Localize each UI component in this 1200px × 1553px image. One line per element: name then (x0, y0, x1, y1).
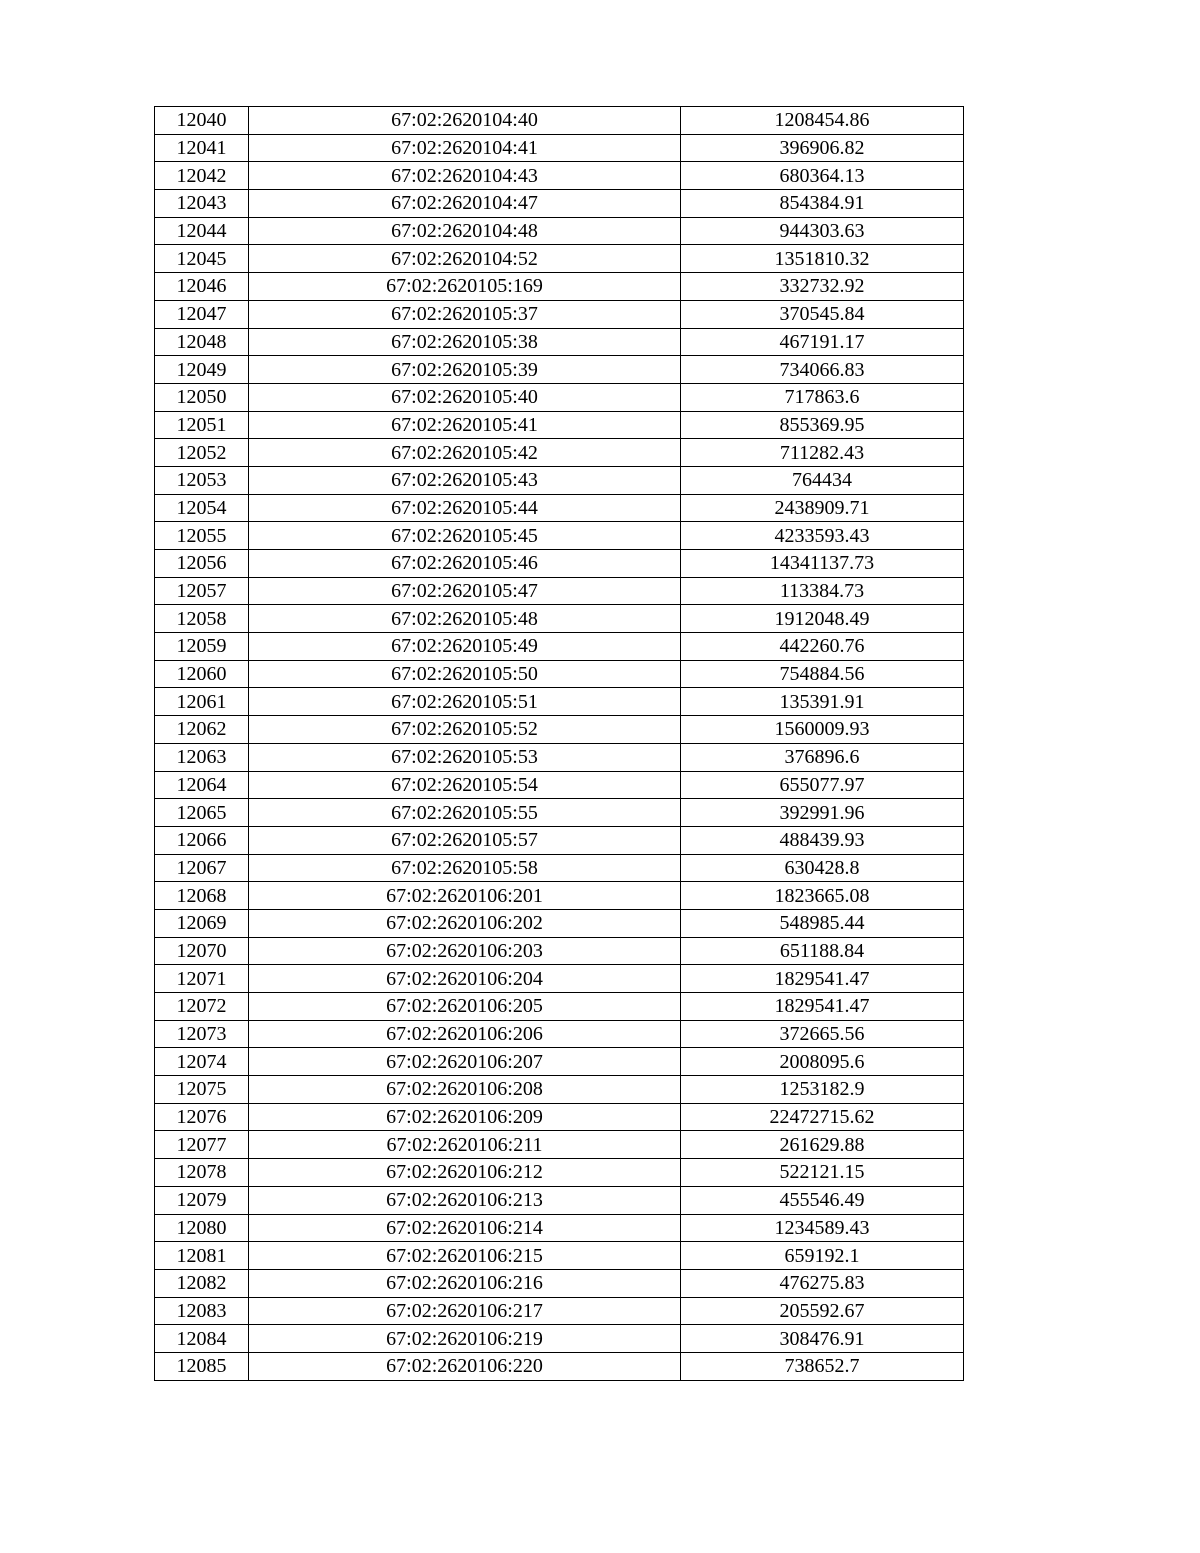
cadastral-number-cell: 67:02:2620105:41 (249, 411, 681, 439)
row-number-cell: 12066 (155, 826, 249, 854)
cadastral-number-cell: 67:02:2620105:49 (249, 633, 681, 661)
table-row (155, 993, 964, 1021)
cadastral-number-cell: 67:02:2620104:40 (249, 107, 681, 135)
row-number-cell: 12078 (155, 1159, 249, 1187)
cadastral-value-cell: 944303.63 (681, 217, 964, 245)
row-number-cell: 12059 (155, 633, 249, 661)
row-number-cell: 12062 (155, 716, 249, 744)
cadastral-value-cell: 4233593.43 (681, 522, 964, 550)
table-row (155, 854, 964, 882)
row-number-cell: 12053 (155, 466, 249, 494)
cadastral-number-cell: 67:02:2620105:43 (249, 466, 681, 494)
cadastral-number-cell: 67:02:2620105:47 (249, 577, 681, 605)
table-row (155, 411, 964, 439)
row-number-cell: 12058 (155, 605, 249, 633)
table-body (155, 107, 964, 1381)
cadastral-value-cell: 261629.88 (681, 1131, 964, 1159)
table-row (155, 1269, 964, 1297)
cadastral-number-cell: 67:02:2620105:45 (249, 522, 681, 550)
table-row (155, 300, 964, 328)
cadastral-value-cell: 854384.91 (681, 190, 964, 218)
cadastral-value-cell: 14341137.73 (681, 550, 964, 578)
cadastral-value-cell: 205592.67 (681, 1297, 964, 1325)
cadastral-value-cell: 370545.84 (681, 300, 964, 328)
table-row (155, 1159, 964, 1187)
table-row (155, 605, 964, 633)
row-number-cell: 12077 (155, 1131, 249, 1159)
cadastral-value-cell: 1829541.47 (681, 993, 964, 1021)
row-number-cell: 12043 (155, 190, 249, 218)
row-number-cell: 12067 (155, 854, 249, 882)
table-row (155, 356, 964, 384)
table-row (155, 633, 964, 661)
row-number-cell: 12075 (155, 1076, 249, 1104)
table-row (155, 799, 964, 827)
table-row (155, 162, 964, 190)
row-number-cell: 12070 (155, 937, 249, 965)
row-number-cell: 12082 (155, 1269, 249, 1297)
table-row (155, 494, 964, 522)
row-number-cell: 12085 (155, 1352, 249, 1380)
table-row (155, 577, 964, 605)
table-row (155, 660, 964, 688)
row-number-cell: 12046 (155, 273, 249, 301)
table-row (155, 383, 964, 411)
cadastral-value-cell: 659192.1 (681, 1242, 964, 1270)
table-row (155, 273, 964, 301)
cadastral-value-cell: 1234589.43 (681, 1214, 964, 1242)
cadastral-value-cell: 738652.7 (681, 1352, 964, 1380)
table-row (155, 1214, 964, 1242)
table-row (155, 107, 964, 135)
cadastral-number-cell: 67:02:2620106:208 (249, 1076, 681, 1104)
cadastral-value-cell: 548985.44 (681, 909, 964, 937)
table-row (155, 190, 964, 218)
table-row (155, 882, 964, 910)
row-number-cell: 12069 (155, 909, 249, 937)
cadastral-number-cell: 67:02:2620106:213 (249, 1186, 681, 1214)
table-row (155, 1103, 964, 1131)
table-row (155, 1186, 964, 1214)
cadastral-number-cell: 67:02:2620104:52 (249, 245, 681, 273)
row-number-cell: 12049 (155, 356, 249, 384)
cadastral-number-cell: 67:02:2620105:50 (249, 660, 681, 688)
cadastral-number-cell: 67:02:2620106:214 (249, 1214, 681, 1242)
table-row (155, 965, 964, 993)
cadastral-value-cell: 717863.6 (681, 383, 964, 411)
row-number-cell: 12044 (155, 217, 249, 245)
cadastral-number-cell: 67:02:2620105:44 (249, 494, 681, 522)
table-row (155, 466, 964, 494)
table-row (155, 217, 964, 245)
row-number-cell: 12065 (155, 799, 249, 827)
cadastral-value-cell: 855369.95 (681, 411, 964, 439)
cadastral-value-cell: 1823665.08 (681, 882, 964, 910)
cadastral-value-table (154, 106, 964, 1381)
cadastral-number-cell: 67:02:2620104:43 (249, 162, 681, 190)
table-row (155, 1131, 964, 1159)
row-number-cell: 12041 (155, 134, 249, 162)
row-number-cell: 12063 (155, 743, 249, 771)
cadastral-number-cell: 67:02:2620105:40 (249, 383, 681, 411)
cadastral-value-cell: 467191.17 (681, 328, 964, 356)
cadastral-number-cell: 67:02:2620106:219 (249, 1325, 681, 1353)
table-row (155, 937, 964, 965)
cadastral-number-cell: 67:02:2620104:48 (249, 217, 681, 245)
row-number-cell: 12048 (155, 328, 249, 356)
table-row (155, 1242, 964, 1270)
table-row (155, 1297, 964, 1325)
cadastral-number-cell: 67:02:2620106:211 (249, 1131, 681, 1159)
row-number-cell: 12074 (155, 1048, 249, 1076)
row-number-cell: 12068 (155, 882, 249, 910)
row-number-cell: 12084 (155, 1325, 249, 1353)
row-number-cell: 12050 (155, 383, 249, 411)
cadastral-number-cell: 67:02:2620105:48 (249, 605, 681, 633)
cadastral-value-cell: 2008095.6 (681, 1048, 964, 1076)
cadastral-number-cell: 67:02:2620105:57 (249, 826, 681, 854)
table-row (155, 550, 964, 578)
row-number-cell: 12047 (155, 300, 249, 328)
cadastral-value-cell: 1253182.9 (681, 1076, 964, 1104)
cadastral-number-cell: 67:02:2620105:42 (249, 439, 681, 467)
cadastral-value-cell: 764434 (681, 466, 964, 494)
cadastral-number-cell: 67:02:2620105:54 (249, 771, 681, 799)
cadastral-number-cell: 67:02:2620105:52 (249, 716, 681, 744)
row-number-cell: 12042 (155, 162, 249, 190)
row-number-cell: 12051 (155, 411, 249, 439)
cadastral-value-cell: 113384.73 (681, 577, 964, 605)
cadastral-value-cell: 1912048.49 (681, 605, 964, 633)
cadastral-value-cell: 1351810.32 (681, 245, 964, 273)
row-number-cell: 12061 (155, 688, 249, 716)
cadastral-value-cell: 655077.97 (681, 771, 964, 799)
cadastral-number-cell: 67:02:2620104:47 (249, 190, 681, 218)
cadastral-value-cell: 308476.91 (681, 1325, 964, 1353)
row-number-cell: 12060 (155, 660, 249, 688)
cadastral-value-cell: 455546.49 (681, 1186, 964, 1214)
row-number-cell: 12064 (155, 771, 249, 799)
cadastral-number-cell: 67:02:2620105:55 (249, 799, 681, 827)
cadastral-number-cell: 67:02:2620105:46 (249, 550, 681, 578)
cadastral-value-cell: 1208454.86 (681, 107, 964, 135)
row-number-cell: 12072 (155, 993, 249, 1021)
cadastral-number-cell: 67:02:2620106:204 (249, 965, 681, 993)
cadastral-number-cell: 67:02:2620105:38 (249, 328, 681, 356)
table-row (155, 826, 964, 854)
row-number-cell: 12071 (155, 965, 249, 993)
table-row (155, 1352, 964, 1380)
table-row (155, 771, 964, 799)
row-number-cell: 12076 (155, 1103, 249, 1131)
row-number-cell: 12073 (155, 1020, 249, 1048)
row-number-cell: 12080 (155, 1214, 249, 1242)
cadastral-value-cell: 680364.13 (681, 162, 964, 190)
cadastral-value-cell: 396906.82 (681, 134, 964, 162)
cadastral-number-cell: 67:02:2620106:202 (249, 909, 681, 937)
cadastral-value-cell: 392991.96 (681, 799, 964, 827)
table-row (155, 743, 964, 771)
cadastral-value-cell: 1560009.93 (681, 716, 964, 744)
cadastral-value-cell: 442260.76 (681, 633, 964, 661)
row-number-cell: 12045 (155, 245, 249, 273)
cadastral-value-cell: 630428.8 (681, 854, 964, 882)
cadastral-number-cell: 67:02:2620106:209 (249, 1103, 681, 1131)
table-row (155, 245, 964, 273)
row-number-cell: 12055 (155, 522, 249, 550)
cadastral-number-cell: 67:02:2620105:53 (249, 743, 681, 771)
cadastral-value-cell: 754884.56 (681, 660, 964, 688)
cadastral-value-cell: 476275.83 (681, 1269, 964, 1297)
cadastral-value-cell: 332732.92 (681, 273, 964, 301)
table-row (155, 716, 964, 744)
row-number-cell: 12056 (155, 550, 249, 578)
cadastral-number-cell: 67:02:2620105:51 (249, 688, 681, 716)
table-row (155, 1048, 964, 1076)
row-number-cell: 12052 (155, 439, 249, 467)
table-row (155, 909, 964, 937)
cadastral-value-cell: 135391.91 (681, 688, 964, 716)
table-row (155, 328, 964, 356)
cadastral-number-cell: 67:02:2620106:216 (249, 1269, 681, 1297)
cadastral-value-cell: 22472715.62 (681, 1103, 964, 1131)
table-row (155, 688, 964, 716)
table-row (155, 522, 964, 550)
cadastral-number-cell: 67:02:2620106:205 (249, 993, 681, 1021)
row-number-cell: 12040 (155, 107, 249, 135)
row-number-cell: 12083 (155, 1297, 249, 1325)
cadastral-number-cell: 67:02:2620106:212 (249, 1159, 681, 1187)
cadastral-number-cell: 67:02:2620105:58 (249, 854, 681, 882)
table-row (155, 439, 964, 467)
cadastral-number-cell: 67:02:2620106:217 (249, 1297, 681, 1325)
cadastral-number-cell: 67:02:2620106:215 (249, 1242, 681, 1270)
cadastral-value-cell: 522121.15 (681, 1159, 964, 1187)
row-number-cell: 12057 (155, 577, 249, 605)
cadastral-number-cell: 67:02:2620106:220 (249, 1352, 681, 1380)
cadastral-number-cell: 67:02:2620106:206 (249, 1020, 681, 1048)
cadastral-number-cell: 67:02:2620106:203 (249, 937, 681, 965)
row-number-cell: 12081 (155, 1242, 249, 1270)
cadastral-value-cell: 1829541.47 (681, 965, 964, 993)
cadastral-value-cell: 372665.56 (681, 1020, 964, 1048)
cadastral-value-cell: 711282.43 (681, 439, 964, 467)
cadastral-number-cell: 67:02:2620105:169 (249, 273, 681, 301)
table-row (155, 134, 964, 162)
table-row (155, 1076, 964, 1104)
table-row (155, 1325, 964, 1353)
cadastral-value-cell: 734066.83 (681, 356, 964, 384)
cadastral-value-cell: 2438909.71 (681, 494, 964, 522)
cadastral-number-cell: 67:02:2620105:39 (249, 356, 681, 384)
row-number-cell: 12054 (155, 494, 249, 522)
cadastral-number-cell: 67:02:2620106:201 (249, 882, 681, 910)
cadastral-number-cell: 67:02:2620104:41 (249, 134, 681, 162)
cadastral-value-cell: 488439.93 (681, 826, 964, 854)
table-row (155, 1020, 964, 1048)
cadastral-value-cell: 376896.6 (681, 743, 964, 771)
cadastral-value-cell: 651188.84 (681, 937, 964, 965)
row-number-cell: 12079 (155, 1186, 249, 1214)
cadastral-number-cell: 67:02:2620105:37 (249, 300, 681, 328)
cadastral-number-cell: 67:02:2620106:207 (249, 1048, 681, 1076)
